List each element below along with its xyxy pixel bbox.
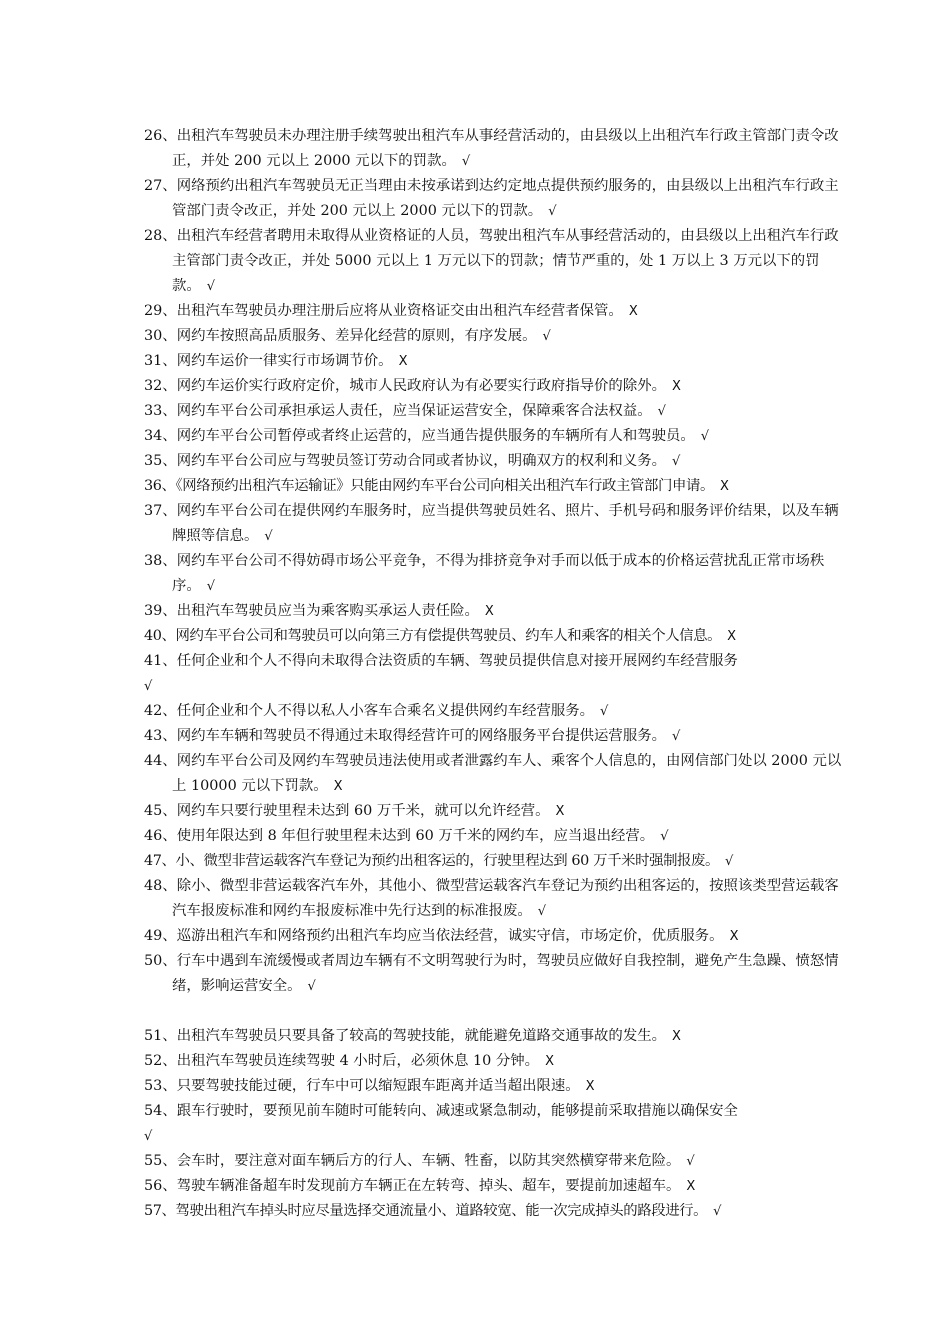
question-34: 34、网约车平台公司暂停或者终止运营的，应当通告提供服务的车辆所有人和驾驶员。 √ <box>144 428 710 444</box>
question-53: 53、只要驾驶技能过硬，行车中可以缩短跟车距离并适当超出限速。 X <box>144 1078 595 1094</box>
question-49: 49、巡游出租汽车和网络预约出租汽车均应当依法经营，诚实守信，市场定价，优质服务。 X <box>144 928 739 944</box>
answer-mark: X <box>555 804 565 819</box>
answer-mark: √ <box>660 829 669 844</box>
question-40: 40、网约车平台公司和驾驶员可以向第三方有偿提供驾驶员、约车人和乘客的相关个人信息。 X <box>144 628 736 644</box>
answer-mark: √ <box>206 278 216 294</box>
answer-mark: √ <box>548 203 557 219</box>
question-39: 39、出租汽车驾驶员应当为乘客购买承运人责任险。 X <box>144 603 494 619</box>
answer-mark: X <box>727 629 736 644</box>
question-50: 50、行车中遇到车流缓慢或者周边车辆有不文明驾驶行为时，驾驶员应做好自我控制，避免产生急躁、愤怒情绪，影响运营安全。 √ <box>144 953 839 994</box>
answer-mark: √ <box>725 854 733 869</box>
question-30: 30、网约车按照高品质服务、差异化经营的原则，有序发展。 √ <box>144 328 551 344</box>
answer-mark: √ <box>672 454 681 469</box>
question-28: 28、出租汽车经营者聘用未取得从业资格证的人员，驾驶出租汽车从事经营活动的，由县级以上出租汽车行政主管部门责令改正，并处 5000 元以上 1 万元以下的罚款；情节严重的，处 1 万以上 3 万元以下的罚款。 √ <box>144 228 839 294</box>
answer-mark: X <box>719 479 729 494</box>
question-55: 55、会车时，要注意对面车辆后方的行人、车辆、牲畜，以防其突然横穿带来危险。 √ <box>144 1153 695 1169</box>
question-35: 35、网约车平台公司应与驾驶员签订劳动合同或者协议，明确双方的权利和义务。 √ <box>144 453 681 469</box>
answer-mark: √ <box>542 329 551 344</box>
answer-mark: X <box>628 304 638 319</box>
question-52: 52、出租汽车驾驶员连续驾驶 4 小时后，必须休息 10 分钟。 X <box>144 1053 554 1069</box>
question-33: 33、网约车平台公司承担承运人责任，应当保证运营安全，保障乘客合法权益。 √ <box>144 403 666 419</box>
question-47: 47、小、微型非营运载客汽车登记为预约出租客运的，行驶里程达到 60 万千米时强制报废。 √ <box>144 853 733 869</box>
answer-mark: √ <box>686 1154 695 1169</box>
answer-mark: √ <box>206 578 216 594</box>
question-32: 32、网约车运价实行政府定价，城市人民政府认为有必要实行政府指导价的除外。 X <box>144 378 681 394</box>
question-29: 29、出租汽车驾驶员办理注册后应将从业资格证交由出租汽车经营者保管。 X <box>144 303 638 319</box>
question-46: 46、使用年限达到 8 年但行驶里程未达到 60 万千米的网约车，应当退出经营。 √ <box>144 828 669 844</box>
question-48: 48、除小、微型非营运载客汽车外，其他小、微型营运载客汽车登记为预约出租客运的，按照该类型营运载客汽车报废标准和网约车报废标准中先行达到的标准报废。 √ <box>144 878 839 919</box>
answer-mark: X <box>672 1029 681 1044</box>
answer-mark: √ <box>264 528 273 544</box>
question-51: 51、出租汽车驾驶员只要具备了较高的驾驶技能，就能避免道路交通事故的发生。 X <box>144 1028 681 1044</box>
question-31: 31、网约车运价一律实行市场调节价。 X <box>144 353 408 369</box>
question-38: 38、网约车平台公司不得妨碍市场公平竞争，不得为排挤竞争对手而以低于成本的价格运营扰乱正常市场秩序。 √ <box>144 553 825 594</box>
answer-mark: √ <box>672 729 681 744</box>
answer-mark: X <box>729 929 739 944</box>
answer-mark: X <box>672 379 681 394</box>
question-56: 56、驾驶车辆准备超车时发现前方车辆正在左转弯、掉头、超车，要提前加速超车。 X <box>144 1178 696 1194</box>
question-45: 45、网约车只要行驶里程未达到 60 万千米，就可以允许经营。 X <box>144 803 565 819</box>
answer-mark: √ <box>144 1128 153 1144</box>
question-27: 27、网络预约出租汽车驾驶员无正当理由未按承诺到达约定地点提供预约服务的，由县级以上出租汽车行政主管部门责令改正，并处 200 元以上 2000 元以下的罚款。 √ <box>144 178 839 219</box>
answer-mark: X <box>585 1079 595 1094</box>
answer-mark: X <box>484 604 494 619</box>
question-57: 57、驾驶出租汽车掉头时应尽量选择交通流量小、道路较宽、能一次完成掉头的路段进行。 √ <box>144 1203 722 1219</box>
question-36: 36、《网络预约出租汽车运输证》只能由网约车平台公司向相关出租汽车行政主管部门申请。 X <box>144 478 729 494</box>
answer-mark: √ <box>700 429 710 444</box>
answer-mark: √ <box>307 978 316 994</box>
question-44: 44、网约车平台公司及网约车驾驶员违法使用或者泄露约车人、乘客个人信息的，由网信部门处以 2000 元以上 10000 元以下罚款。 X <box>144 753 842 794</box>
question-41: 41、任何企业和个人不得向未取得合法资质的车辆、驾驶员提供信息对接开展网约车经营服务 √ <box>144 653 738 694</box>
answer-mark: √ <box>461 153 471 169</box>
answer-mark: X <box>333 778 343 794</box>
question-37: 37、网约车平台公司在提供网约车服务时，应当提供驾驶员姓名、照片、手机号码和服务评价结果，以及车辆牌照等信息。 √ <box>144 503 839 544</box>
answer-mark: X <box>686 1179 696 1194</box>
answer-mark: √ <box>657 404 666 419</box>
answer-mark: X <box>545 1054 554 1069</box>
answer-mark: √ <box>537 903 547 919</box>
question-54: 54、跟车行驶时，要预见前车随时可能转向、减速或紧急制动，能够提前采取措施以确保安全 √ <box>144 1103 738 1144</box>
answer-mark: X <box>398 354 408 369</box>
question-26: 26、出租汽车驾驶员未办理注册手续驾驶出租汽车从事经营活动的，由县级以上出租汽车行政主管部门责令改正，并处 200 元以上 2000 元以下的罚款。 √ <box>144 128 839 169</box>
answer-mark: √ <box>600 704 609 719</box>
answer-mark: √ <box>713 1204 722 1219</box>
answer-mark: √ <box>144 678 153 694</box>
question-43: 43、网约车车辆和驾驶员不得通过未取得经营许可的网络服务平台提供运营服务。 √ <box>144 728 681 744</box>
question-42: 42、任何企业和个人不得以私人小客车合乘名义提供网约车经营服务。 √ <box>144 703 609 719</box>
